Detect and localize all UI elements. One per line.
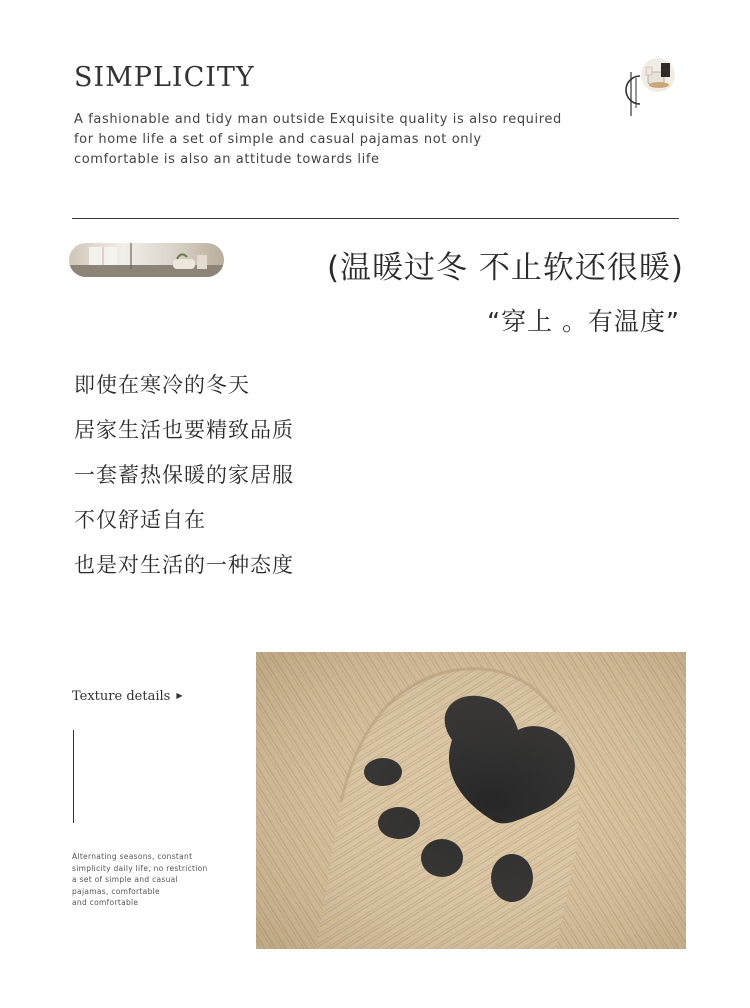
description-line: simplicity daily life, no restriction [72, 863, 208, 873]
poem-line: 也是对生活的一种态度 [74, 553, 294, 577]
vertical-rule [73, 730, 74, 823]
room-thumbnail-image [69, 243, 224, 277]
texture-details-text: Texture details [72, 689, 171, 704]
feature-headline: (温暖过冬 不止软还很暖) [326, 250, 684, 286]
section-divider [72, 218, 679, 219]
poem-text [74, 367, 294, 592]
intro-line: A fashionable and tidy man outside Exquisite quality is also required [74, 112, 562, 127]
intro-line: for home life a set of simple and casual pajamas not only [74, 132, 482, 147]
description-line: pajamas, comfortable [72, 886, 160, 896]
page-title: SIMPLICITY [74, 62, 255, 93]
description-line: a set of simple and casual [72, 875, 178, 884]
poem-line: 居家生活也要精致品质 [74, 418, 294, 442]
brand-logo [618, 58, 678, 118]
texture-description [72, 851, 242, 909]
texture-details-label [72, 689, 182, 704]
description-line: Alternating seasons, constant [72, 852, 193, 861]
poem-line: 即使在寒冷的冬天 [74, 373, 250, 397]
feature-subhead: “穿上 。有温度” [487, 307, 680, 336]
intro-text [74, 110, 594, 170]
fabric-texture-photo [256, 652, 686, 949]
poem-line: 一套蓄热保暖的家居服 [74, 463, 294, 487]
description-line: and comfortable [72, 898, 139, 907]
poem-line: 不仅舒适自在 [74, 508, 206, 532]
intro-line: comfortable is also an attitude towards life [74, 152, 380, 167]
triangle-right-icon: ▶ [176, 691, 183, 700]
